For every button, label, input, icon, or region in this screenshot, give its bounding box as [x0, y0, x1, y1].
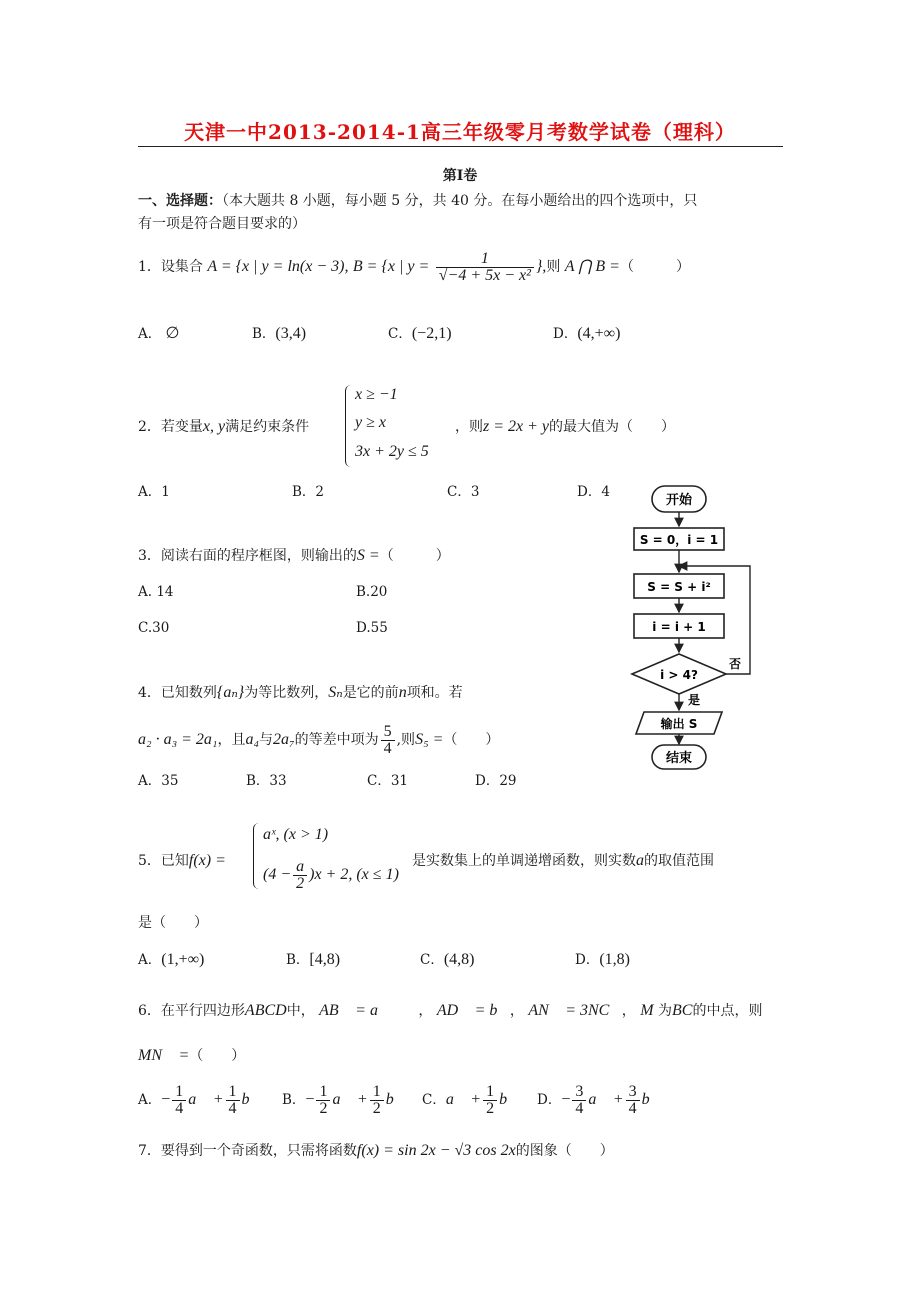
q1-option-b[interactable]: B．(3,4): [252, 325, 307, 342]
question-6-line2: MN⃗ =（ ）: [138, 1047, 246, 1064]
q1-option-d[interactable]: D．(4,+∞): [553, 325, 621, 342]
q2-constraint-2: y ≥ x: [355, 414, 386, 431]
q2-constraint-3: 3x + 2y ≤ 5: [355, 443, 429, 460]
q4-option-a[interactable]: A．35: [138, 773, 179, 789]
question-6-line1: 6．在平行四边形ABCD中， AB⃗ = a⃗ ， AD⃗ = b⃗， AN⃗ = 3NC⃗， M 为BC的中点，则: [138, 1002, 763, 1019]
q5-option-a[interactable]: A．(1,+∞): [138, 951, 205, 968]
question-2-tail: ，则z = 2x + y的最大值为（ ）: [455, 418, 676, 435]
flow-decision-text: i > 4?: [660, 668, 698, 682]
q2-option-d[interactable]: D．4: [577, 484, 610, 500]
q4-fraction: $\frac{5}{4}$: [381, 724, 395, 757]
q4-option-b[interactable]: B．33: [246, 773, 287, 789]
q1-fraction: $\frac{1}{\text{√−4 + 5x − x²}}$: [436, 251, 534, 284]
q2-option-a[interactable]: A．1: [138, 484, 170, 500]
q1-set-b: B = {x | y =: [352, 258, 430, 275]
question-7: 7．要得到一个奇函数，只需将函数f(x) = sin 2x − √3 cos 2x的图象（ ）: [138, 1142, 614, 1159]
q6-vector-an: AN⃗ = 3NC⃗: [528, 1002, 622, 1019]
part1-instructions-line2: 有一项是符合题目要求的）: [138, 216, 306, 232]
part1-instructions-line1: 一、选择题：（本大题共 8 小题，每小题 5 分，共 40 分。在每小题给出的四个选项中，只: [138, 193, 698, 209]
q5-option-b[interactable]: B．[4,8): [286, 951, 341, 968]
exam-title: 天津一中2013-2014-1高三年级零月考数学试卷（理科）: [184, 120, 736, 144]
q2-constraint-1: x ≥ −1: [355, 386, 398, 403]
program-flowchart: [618, 478, 768, 778]
q1-option-c[interactable]: C．(−2,1): [388, 325, 452, 342]
q6-option-d[interactable]: D．− $\frac{3}{4}$ a⃗ + $\frac{3}{4}$ b⃗: [537, 1083, 663, 1117]
title-divider: [138, 146, 783, 147]
flow-start-text: 开始: [665, 493, 693, 508]
q3-option-d[interactable]: D.55: [356, 620, 388, 636]
q5-case-2: (4 − $\frac{a}{2}$ )x + 2, (x ≤ 1): [263, 857, 399, 892]
q1-intersection: A ⋂ B =: [564, 258, 620, 275]
q2-option-b[interactable]: B．2: [292, 484, 325, 500]
flow-increment-text: i = i + 1: [652, 620, 706, 634]
q3-option-b[interactable]: B.20: [356, 584, 388, 600]
q5-option-d[interactable]: D．(1,8): [575, 951, 630, 968]
question-3: 3．阅读右面的程序框图，则输出的S =（ ）: [138, 547, 450, 564]
q6-vector-ab: AB⃗ = a⃗: [319, 1002, 391, 1019]
q5-case-1: aˣ, (x > 1): [263, 826, 329, 843]
flow-init-text: S = 0，i = 1: [639, 533, 719, 547]
flow-end-text: 结束: [665, 751, 693, 766]
flow-output-text: 输出 S: [660, 717, 698, 731]
section-label: 第Ⅰ卷: [442, 168, 478, 184]
q2-constraint-brace: [345, 385, 354, 467]
flow-sum-text: S = S + i²: [647, 580, 711, 594]
q5-option-c[interactable]: C．(4,8): [420, 951, 475, 968]
q3-option-c[interactable]: C.30: [138, 620, 170, 636]
question-5-tail: 是（ ）: [138, 915, 208, 931]
question-2-lead: 2．若变量x, y满足约束条件: [138, 418, 310, 435]
question-4-line2: a₂ · a₃ = 2a₁，且a₄与2a₇的等差中项为 $\frac{5}{4}$ ,则S₅ =（ ）: [138, 722, 500, 757]
q4-option-c[interactable]: C．31: [367, 773, 409, 789]
q4-option-d[interactable]: D．29: [475, 773, 517, 789]
q7-function: f(x) = sin 2x − √3 cos 2x: [356, 1142, 516, 1159]
q1-option-a[interactable]: A． ∅: [138, 325, 180, 342]
part1-heading: 一、选择题：: [138, 193, 222, 209]
question-4-line1: 4．已知数列{aₙ}为等比数列，Sₙ是它的前n项和。若: [138, 684, 463, 701]
flow-no-label: 否: [729, 657, 742, 671]
question-1: 1．设集合 A = {x | y = ln(x − 3), B = {x | y = $\frac{1}{\text{√−4 + 5x − x²}}$ },则 A ⋂ B =（ ）: [138, 249, 690, 284]
q6-option-c[interactable]: C．a⃗ + $\frac{1}{2}$ b⃗: [422, 1083, 520, 1117]
q1-set-a: A = {x | y = ln(x − 3),: [207, 258, 349, 275]
q3-option-a[interactable]: A. 14: [138, 584, 174, 600]
q6-option-a[interactable]: A．− $\frac{1}{4}$ a⃗ + $\frac{1}{4}$ b⃗: [138, 1083, 262, 1117]
question-5-text: 是实数集上的单调递增函数，则实数a的取值范围: [412, 852, 714, 869]
q6-vector-ad: AD⃗ = b⃗: [436, 1002, 510, 1019]
flow-yes-label: 是: [688, 693, 701, 707]
question-5-lead: 5．已知f(x) =: [138, 852, 226, 869]
q6-option-b[interactable]: B．− $\frac{1}{2}$ a⃗ + $\frac{1}{2}$ b⃗: [282, 1083, 407, 1117]
q2-option-c[interactable]: C．3: [447, 484, 480, 500]
q6-vector-mn: MN⃗ =: [138, 1047, 190, 1064]
q5-piecewise-brace: [253, 823, 262, 889]
